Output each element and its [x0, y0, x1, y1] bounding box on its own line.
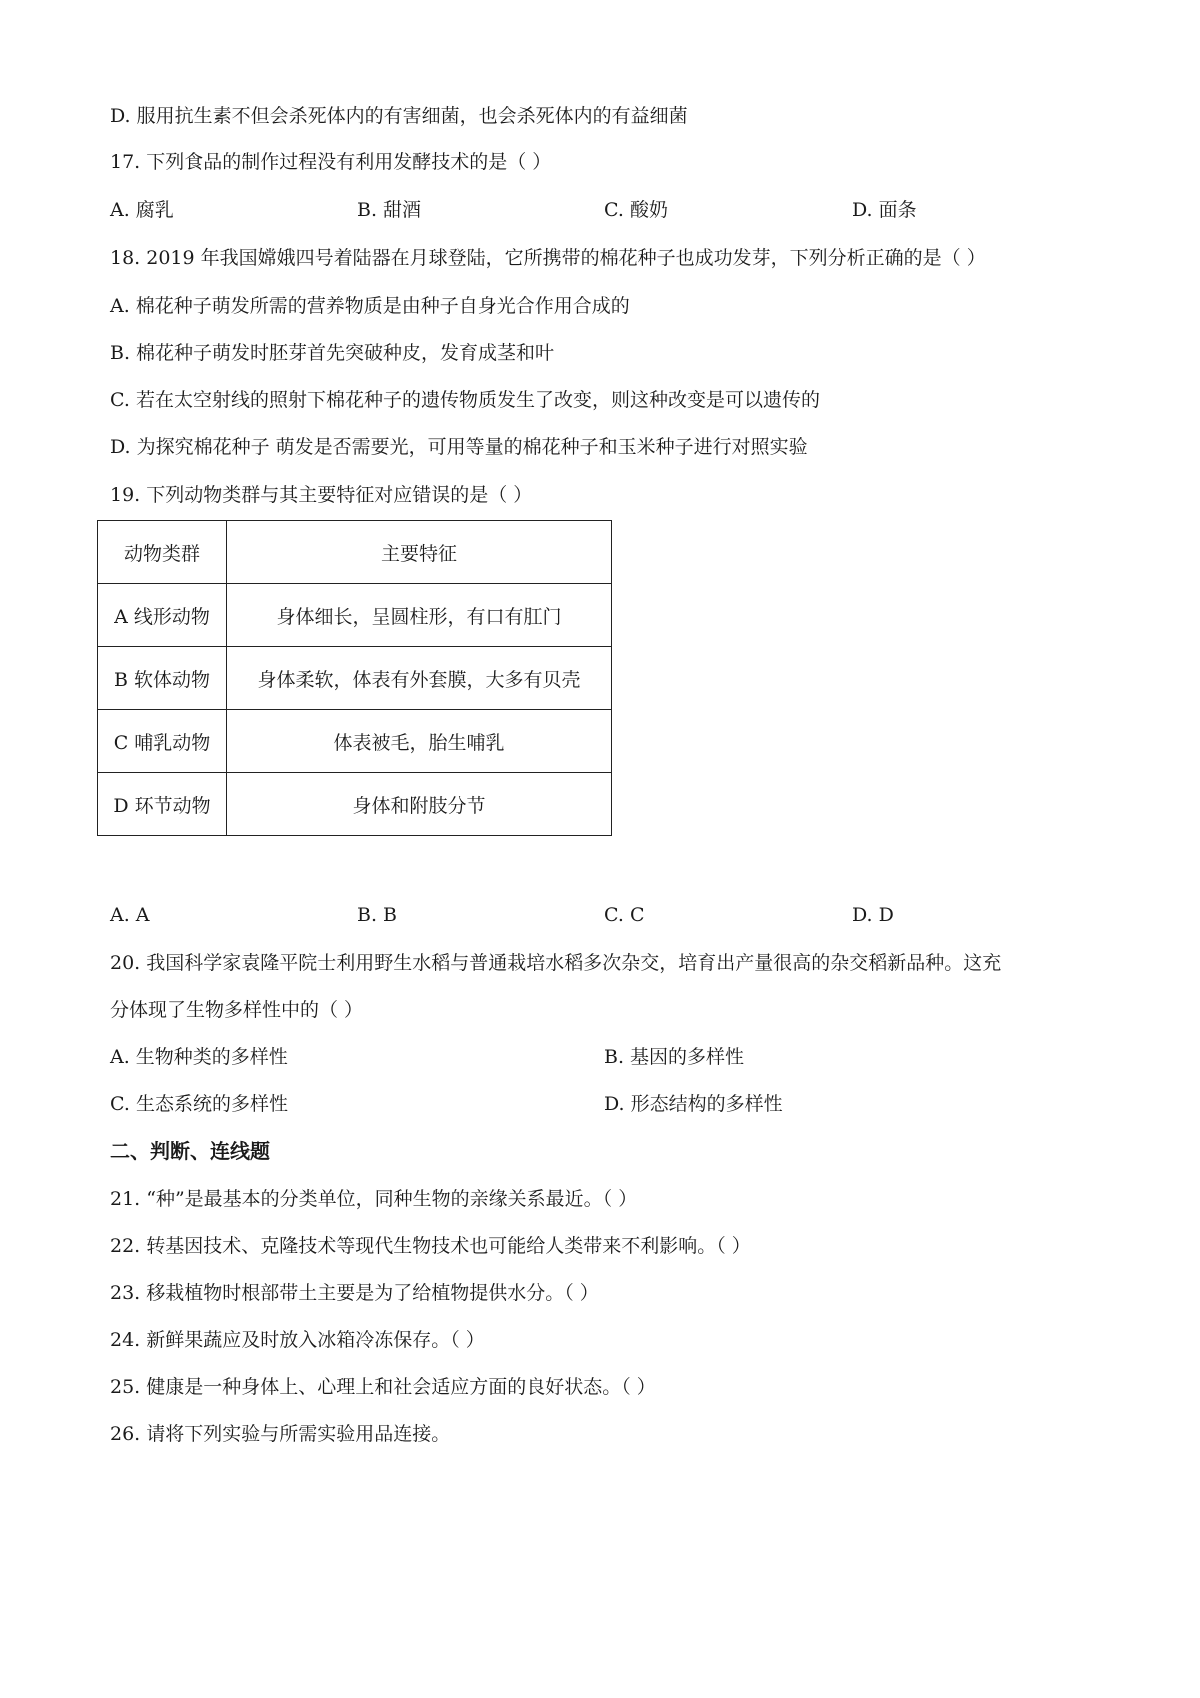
table-cell: A 线形动物	[98, 584, 227, 647]
table-cell: B 软体动物	[98, 647, 227, 710]
q18-stem: 18. 2019 年我国嫦娥四号着陆器在月球登陆，它所携带的棉花种子也成功发芽，下列分析正确的是（ ）	[110, 247, 986, 269]
question-26: 26. 请将下列实验与所需实验用品连接。	[110, 1423, 451, 1445]
q16-option-d: D. 服用抗生素不但会杀死体内的有害细菌，也会杀死体内的有益细菌	[110, 105, 688, 127]
table-cell: D 环节动物	[98, 773, 227, 836]
judgment-25: 25. 健康是一种身体上、心理上和社会适应方面的良好状态。（ ）	[110, 1376, 656, 1398]
judgment-23: 23. 移栽植物时根部带土主要是为了给植物提供水分。（ ）	[110, 1282, 599, 1304]
q20-stem-line2: 分体现了生物多样性中的（ ）	[110, 999, 364, 1021]
table-cell: 身体和附肢分节	[227, 773, 612, 836]
table-cell: 身体细长，呈圆柱形，有口有肛门	[227, 584, 612, 647]
table-cell: 体表被毛，胎生哺乳	[227, 710, 612, 773]
q17-option-c: C. 酸奶	[604, 199, 668, 221]
table-header-row	[98, 521, 612, 584]
q20-option-b: B. 基因的多样性	[604, 1046, 745, 1068]
judgment-21: 21. “种”是最基本的分类单位，同种生物的亲缘关系最近。（ ）	[110, 1188, 638, 1210]
q20-stem-line1: 20. 我国科学家袁隆平院士利用野生水稻与普通栽培水稻多次杂交，培育出产量很高的杂交稻新品种。这充	[110, 952, 1002, 974]
table-row	[98, 647, 612, 710]
section-title: 二、判断、连线题	[110, 1139, 270, 1163]
table-row	[98, 584, 612, 647]
q19-option-a: A. A	[110, 904, 150, 926]
table-header-cell: 主要特征	[227, 521, 612, 584]
q19-option-b: B. B	[357, 904, 398, 926]
table-row	[98, 710, 612, 773]
q17-stem: 17. 下列食品的制作过程没有利用发酵技术的是（ ）	[110, 151, 552, 173]
q19-option-c: C. C	[604, 904, 645, 926]
q18-option-b: B. 棉花种子萌发时胚芽首先突破种皮，发育成茎和叶	[110, 342, 555, 364]
q18-option-c: C. 若在太空射线的照射下棉花种子的遗传物质发生了改变，则这种改变是可以遗传的	[110, 389, 820, 411]
q19-stem: 19. 下列动物类群与其主要特征对应错误的是（ ）	[110, 484, 533, 506]
animal-traits-table	[97, 520, 612, 836]
q19-option-d: D. D	[852, 904, 894, 926]
q20-option-a: A. 生物种类的多样性	[110, 1046, 288, 1068]
q18-option-a: A. 棉花种子萌发所需的营养物质是由种子自身光合作用合成的	[110, 295, 630, 317]
q17-option-d: D. 面条	[852, 199, 917, 221]
judgment-22: 22. 转基因技术、克隆技术等现代生物技术也可能给人类带来不利影响。（ ）	[110, 1235, 751, 1257]
table-cell: C 哺乳动物	[98, 710, 227, 773]
table-row	[98, 773, 612, 836]
q17-option-a: A. 腐乳	[110, 199, 174, 221]
q20-option-d: D. 形态结构的多样性	[604, 1093, 783, 1115]
judgment-24: 24. 新鲜果蔬应及时放入冰箱冷冻保存。（ ）	[110, 1329, 485, 1351]
q17-option-b: B. 甜酒	[357, 199, 422, 221]
q20-option-c: C. 生态系统的多样性	[110, 1093, 288, 1115]
table-cell: 身体柔软，体表有外套膜，大多有贝壳	[227, 647, 612, 710]
table-header-cell: 动物类群	[98, 521, 227, 584]
q18-option-d: D. 为探究棉花种子 萌发是否需要光，可用等量的棉花种子和玉米种子进行对照实验	[110, 436, 808, 458]
